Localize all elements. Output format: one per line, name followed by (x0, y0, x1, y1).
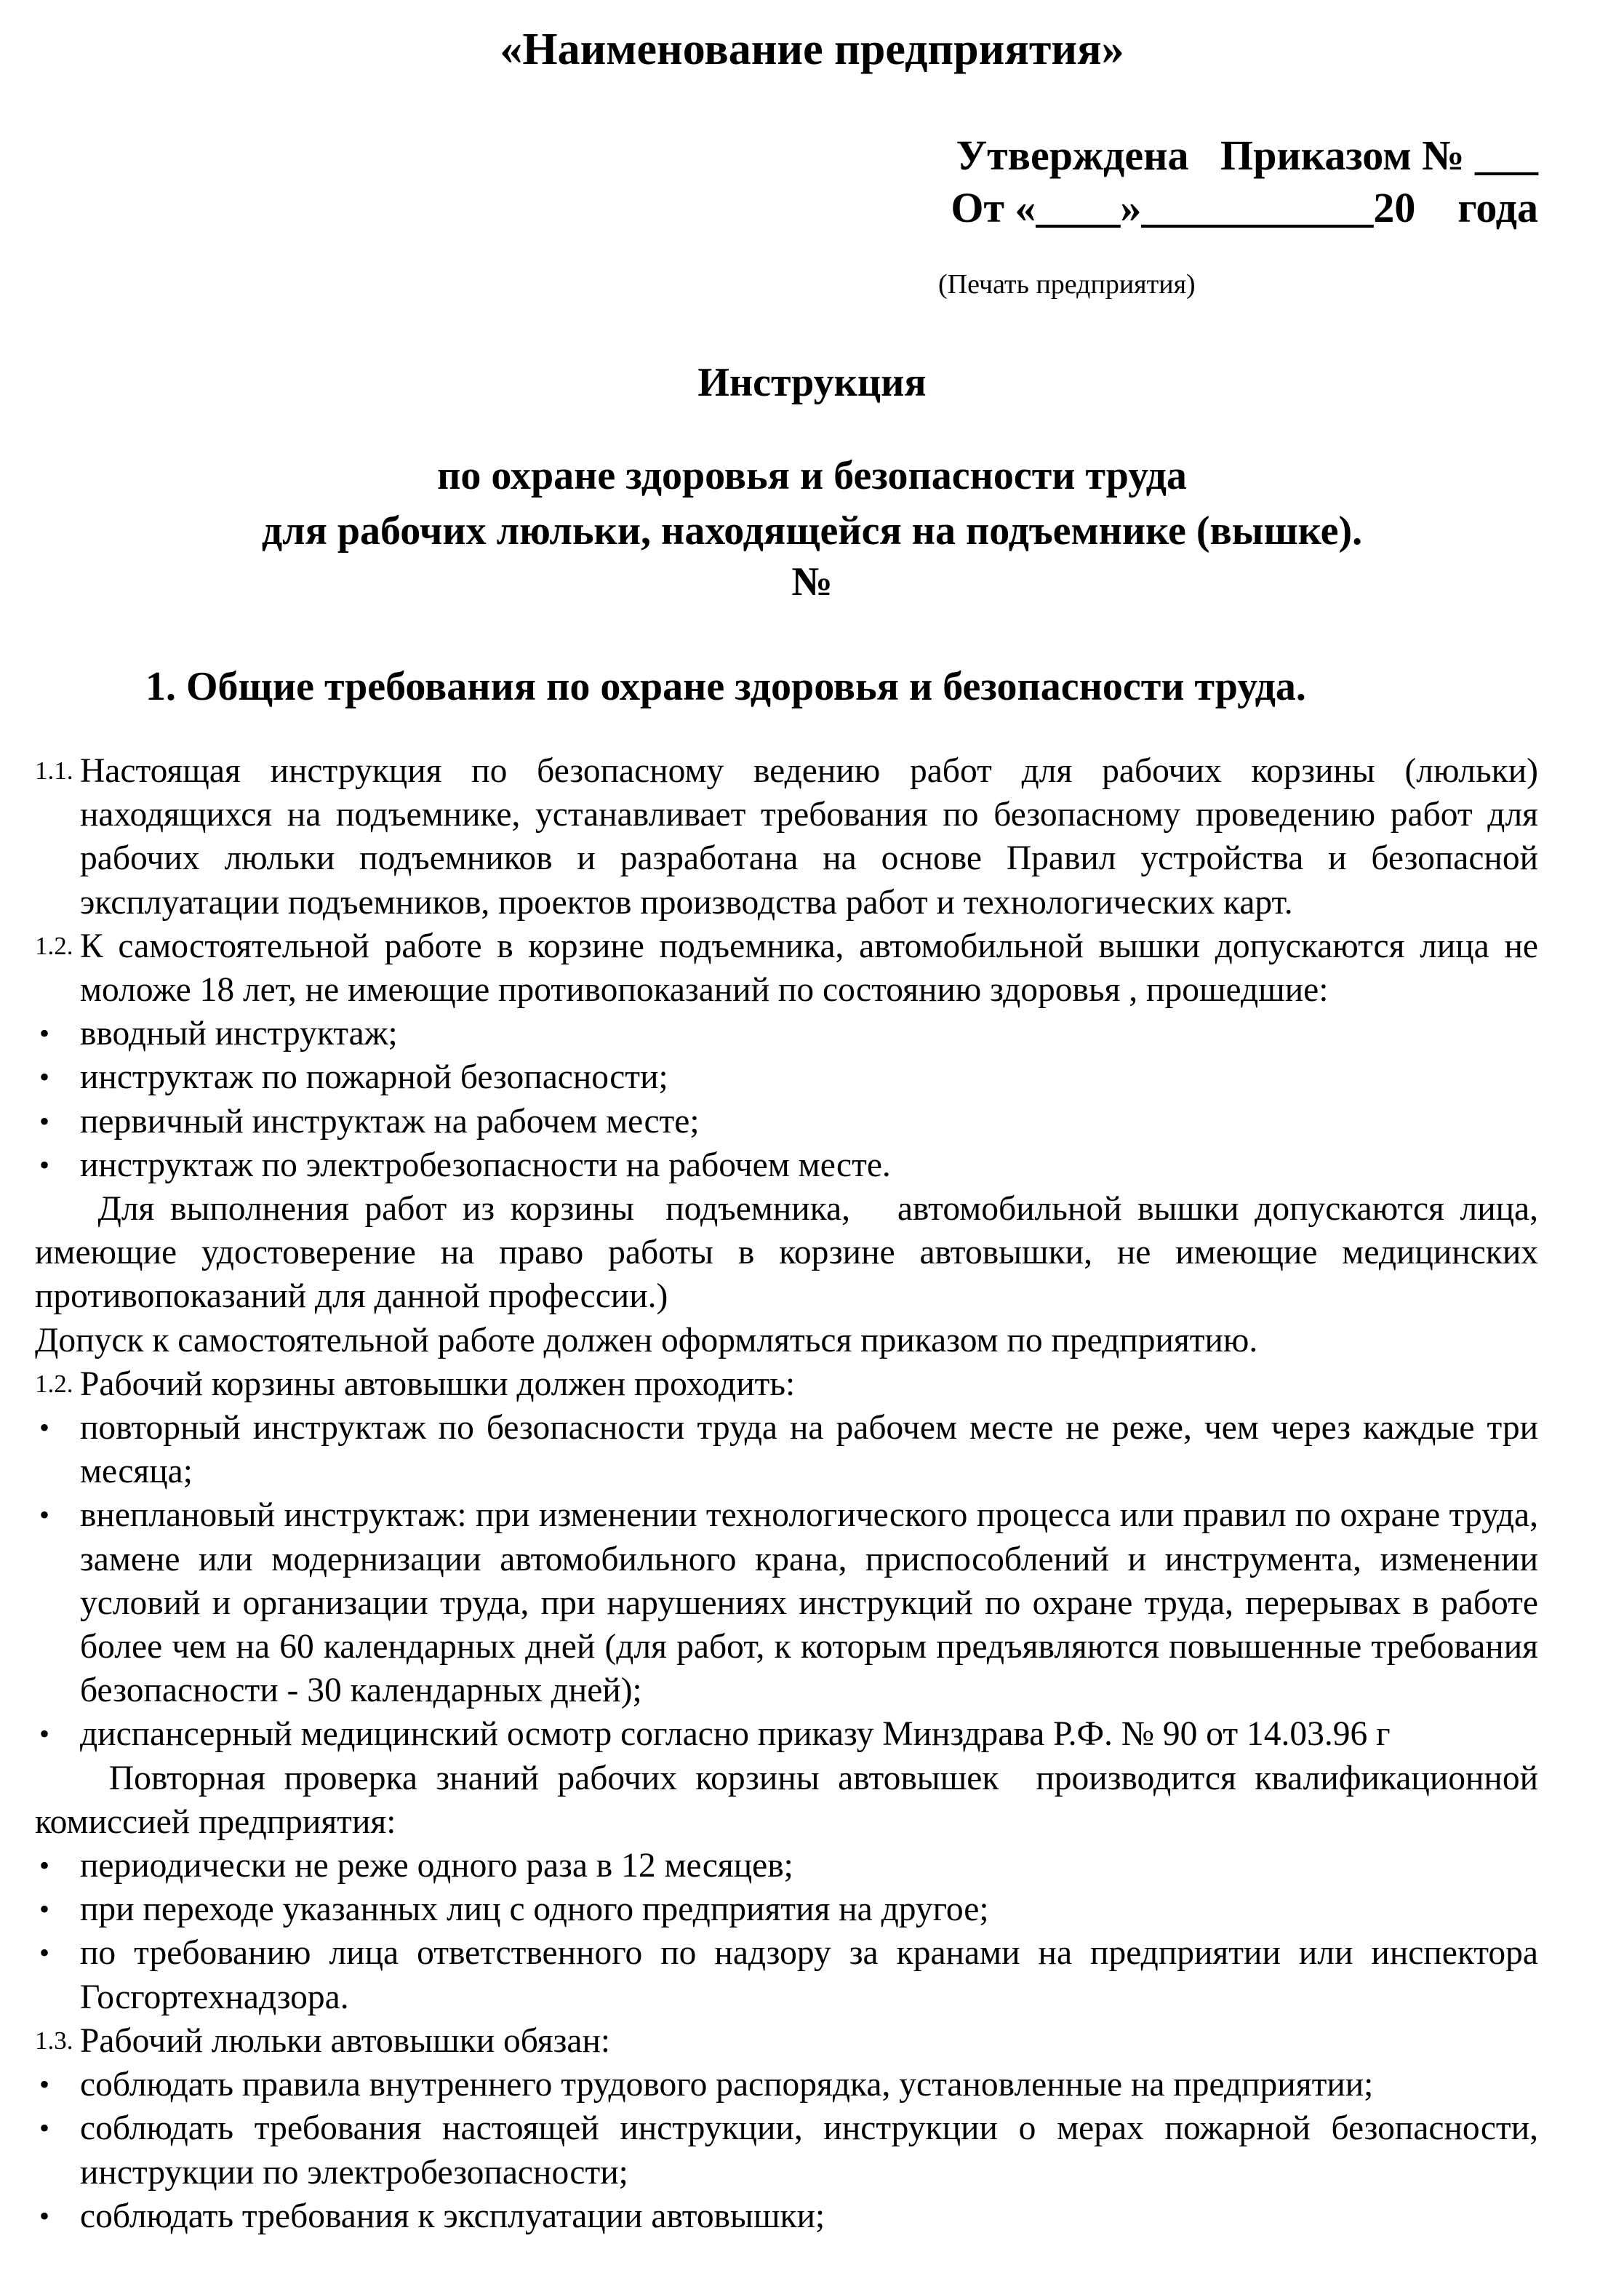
document-body (35, 749, 1547, 2238)
approval-order-line: Утверждена Приказом № ___ (956, 132, 1538, 179)
bullet-text: вводный инструктаж; (80, 1015, 398, 1053)
paragraph: Для выполнения работ из корзины подъемника, автомобильной вышки допускаются лица, имеющие удостоверение на право работы в корзине автовышки, не имеющие медицинских противопоказаний для данной профессии.) (35, 1190, 1547, 1316)
seal-placeholder: (Печать предприятия) (938, 269, 1196, 300)
approval-date-line: От «____»___________20 года (951, 184, 1538, 231)
item-number: 1.2. (35, 1369, 73, 1398)
bullet-icon: • (39, 2068, 50, 2101)
bullet-icon: • (39, 1060, 50, 1094)
bullet-icon: • (39, 1498, 50, 1532)
bullet-item (35, 1844, 1538, 1887)
section-heading: 1. Общие требования по охране здоровья и безопасности труда. (145, 664, 1306, 709)
item-text: Рабочий люльки автовышки обязан: (80, 2021, 611, 2060)
bullet-item (35, 2063, 1538, 2106)
item-number: 1.1. (35, 756, 73, 785)
bullet-icon: • (39, 1148, 50, 1181)
item-number: 1.2. (35, 931, 73, 960)
bullet-item (35, 1012, 1538, 1055)
bullet-icon: • (39, 1936, 50, 1970)
bullet-item (35, 1931, 1538, 2018)
bullet-icon: • (39, 1893, 50, 1926)
bullet-item (35, 1493, 1538, 1712)
numbered-item (35, 1362, 1538, 1406)
bullet-item (35, 1143, 1538, 1187)
bullet-text: диспансерный медицинский осмотр согласно приказу Минздрава Р.Ф. № 90 от 14.03.96 г (80, 1715, 1391, 1754)
bullet-item (35, 2106, 1538, 2194)
bullet-item (35, 1100, 1538, 1143)
bullet-text: соблюдать требования к эксплуатации автовышки; (80, 2197, 825, 2235)
numbered-item (35, 2019, 1538, 2063)
bullet-text: инструктаж по электробезопасности на рабочем месте. (80, 1146, 891, 1184)
approval-block (951, 129, 1538, 234)
bullet-text: соблюдать правила внутреннего трудового распорядка, установленные на предприятии; (80, 2066, 1374, 2104)
bullet-item (35, 1055, 1538, 1099)
bullet-item (35, 2194, 1538, 2238)
bullet-text: первичный инструктаж на рабочем месте; (80, 1102, 700, 1140)
item-text: Рабочий корзины автовышки должен проходить: (80, 1365, 796, 1403)
bullet-icon: • (39, 2112, 50, 2145)
document-title: Инструкция (697, 360, 927, 405)
document-subtitle-line2: для рабочих люльки, находящейся на подъемнике (вышке). (261, 508, 1363, 554)
bullet-text: инструктаж по пожарной безопасности; (80, 1058, 668, 1097)
paragraph: Повторная проверка знаний рабочих корзины автовышек производится квалификационной комиссией предприятия: (35, 1759, 1547, 1841)
numbered-item (35, 749, 1538, 924)
numbered-item (35, 924, 1538, 1012)
bullet-item (35, 1712, 1538, 1756)
item-text: Настоящая инструкция по безопасному ведению работ для рабочих корзины (люльки) находящихся на подъемнике, устанавливает требования по безопасному проведению работ для рабочих люльки подъемников и разработана на основе Правил устройства и безопасной эксплуатации подъемников, проектов производства работ и технологических карт. (80, 752, 1538, 922)
bullet-text: соблюдать требования настоящей инструкции, инструкции о мерах пожарной безопасности, инструкции по электробезопасности; (80, 2109, 1538, 2192)
bullet-text: повторный инструктаж по безопасности труда на рабочем месте не реже, чем через каждые три месяца; (80, 1409, 1538, 1491)
item-number: 1.3. (35, 2026, 73, 2055)
bullet-icon: • (39, 2199, 50, 2232)
item-text: К самостоятельной работе в корзине подъемника, автомобильной вышки допускаются лица не моложе 18 лет, не имеющие противопоказаний по состоянию здоровья , прошедшие: (80, 927, 1538, 1010)
bullet-text: периодически не реже одного раза в 12 месяцев; (80, 1847, 793, 1885)
bullet-icon: • (39, 1104, 50, 1138)
bullet-icon: • (39, 1017, 50, 1050)
bullet-item (35, 1887, 1538, 1931)
paragraph: Допуск к самостоятельной работе должен оформляться приказом по предприятию. (35, 1321, 1258, 1359)
bullet-text: при переходе указанных лиц с одного предприятия на другое; (80, 1890, 989, 1929)
bullet-text: внеплановый инструктаж: при изменении технологического процесса или правил по охране труда, замене или модернизации автомобильного крана, приспособлений и инструмента, изменении условий и организации труда, при нарушениях инструкций по охране труда, перерывах в работе более чем на 60 календарных дней (для работ, к которым предъявляются повышенные требования безопасности - 30 календарных дней); (80, 1496, 1538, 1710)
organization-name: «Наименование предприятия» (500, 25, 1124, 74)
bullet-icon: • (39, 1849, 50, 1882)
bullet-icon: • (39, 1411, 50, 1445)
document-number: № (791, 559, 833, 604)
bullet-item (35, 1406, 1538, 1493)
document-subtitle-line1: по охране здоровья и безопасности труда (437, 453, 1187, 498)
bullet-icon: • (39, 1717, 50, 1751)
bullet-text: по требованию лица ответственного по надзору за кранами на предприятии или инспектора Госгортехнадзора. (80, 1934, 1538, 2016)
